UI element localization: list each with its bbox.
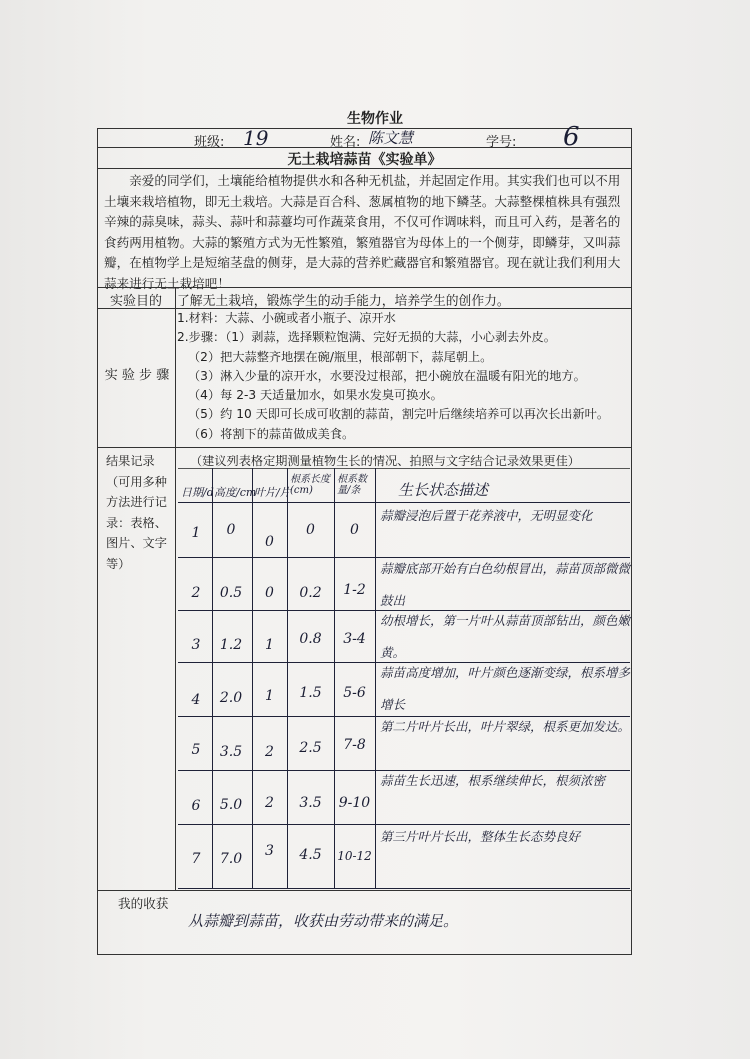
cell-description: 幼根增长，第一片叶从蒜苗顶部钻出，颜色嫩黄。 <box>380 613 631 660</box>
table-header: 根系数量/条 <box>337 474 367 496</box>
cell-day: 1 <box>191 525 201 541</box>
step-item: 1.材料：大蒜、小碗或者小瓶子、凉开水 <box>177 311 396 325</box>
aim-text: 了解无土栽培，锻炼学生的动手能力，培养学生的创作力。 <box>177 294 510 309</box>
cell-root-length: 0.2 <box>299 585 322 601</box>
cell-leaves: 3 <box>265 843 274 859</box>
cell-description: 第二片叶片长出，叶片翠绿，根系更加发达。 <box>380 719 631 734</box>
divider <box>97 447 632 448</box>
step-item: （6）将割下的蒜苗做成美食。 <box>188 426 355 441</box>
cell-root-count: 5-6 <box>343 685 366 701</box>
step-item: （2）把大蒜整齐地摆在碗/瓶里，根部朝下，蒜尾朝上。 <box>188 349 493 364</box>
cell-leaves: 0 <box>265 585 274 601</box>
name-value: 陈文慧 <box>368 129 414 147</box>
table-header: 高度/cm <box>214 486 257 499</box>
cell-root-count: 9-10 <box>338 795 371 811</box>
grid-line <box>375 468 376 888</box>
cell-day: 6 <box>191 798 201 814</box>
cell-day: 4 <box>191 692 201 708</box>
cell-height: 0 <box>226 522 236 538</box>
sheet-title: 无土栽培蒜苗《实验单》 <box>287 152 442 168</box>
cell-day: 7 <box>191 851 201 867</box>
cell-root-count: 7-8 <box>343 737 366 753</box>
grid-line <box>178 468 630 469</box>
cell-day: 5 <box>191 742 201 758</box>
class-label: 班级: <box>194 135 225 150</box>
grid-line <box>178 888 630 889</box>
steps-label: 实 验 步 骤 <box>104 368 170 383</box>
cell-root-length: 0 <box>306 522 315 538</box>
cell-root-length: 0.8 <box>299 631 322 647</box>
page-title: 生物作业 <box>347 111 403 127</box>
grid-line <box>252 468 253 888</box>
cell-root-count: 0 <box>350 522 359 538</box>
name-label: 姓名: <box>330 135 361 150</box>
cell-root-length: 1.5 <box>299 685 322 701</box>
cell-height: 2.0 <box>219 690 243 706</box>
step-item: （5）约 10 天即可长成可收割的蒜苗，割完叶后继续培养可以再次长出新叶。 <box>188 407 610 422</box>
cell-leaves: 2 <box>265 795 274 811</box>
cell-day: 2 <box>191 585 201 601</box>
cell-height: 5.0 <box>219 797 243 813</box>
aim-label: 实验目的 <box>109 294 162 309</box>
cell-description: 蒜苗生长迅速，根系继续伸长，根须浓密 <box>380 773 606 788</box>
steps-list <box>177 309 632 444</box>
step-item: 2.步骤：（1）剥蒜，选择颗粒饱满、完好无损的大蒜，小心剥去外皮。 <box>177 330 556 345</box>
step-item: （3）淋入少量的凉开水，水要没过根部，把小碗放在温暖有阳光的地方。 <box>188 368 586 383</box>
results-label: 结果记录（可用多种方法进行记录：表格、图片、文字等） <box>106 454 167 571</box>
table-header: 根系长度(cm) <box>290 474 330 496</box>
cell-description: 第三片叶片长出，整体生长态势良好 <box>380 829 581 844</box>
cell-height: 7.0 <box>219 851 243 867</box>
divider <box>97 168 632 169</box>
student-id-value: 6 <box>563 122 580 152</box>
divider <box>97 147 632 148</box>
cell-height: 0.5 <box>219 585 243 601</box>
cell-description: 蒜瓣底部开始有白色幼根冒出，蒜苗顶部微微鼓出 <box>380 561 631 608</box>
cell-description: 蒜苗高度增加，叶片颜色逐渐变绿，根系增多增长 <box>380 665 631 712</box>
class-value: 19 <box>243 126 269 150</box>
cell-root-length: 4.5 <box>299 847 322 863</box>
cell-root-length: 3.5 <box>299 795 322 811</box>
cell-leaves: 2 <box>265 744 274 760</box>
cell-root-count: 10-12 <box>337 849 372 863</box>
cell-description: 蒜瓣浸泡后置于花养液中，无明显变化 <box>380 508 593 523</box>
gain-text: 从蒜瓣到蒜苗，收获由劳动带来的满足。 <box>188 912 459 930</box>
cell-day: 3 <box>191 637 201 653</box>
cell-leaves: 0 <box>265 534 274 550</box>
cell-leaves: 1 <box>265 688 274 704</box>
cell-root-length: 2.5 <box>299 740 322 756</box>
student-id-label: 学号: <box>486 135 517 150</box>
cell-height: 1.2 <box>219 637 243 653</box>
divider <box>97 890 632 891</box>
divider <box>97 287 632 288</box>
table-header: 日期/d <box>181 486 214 499</box>
cell-root-count: 3-4 <box>343 631 366 647</box>
gain-label: 我的收获 <box>118 896 169 911</box>
intro-paragraph: 亲爱的同学们，土壤能给植物提供水和各种无机盐，并起固定作用。其实我们也可以不用土壤来栽培植物，即无土栽培。大蒜是百合科、葱属植物的地下鳞茎。大蒜整棵植株具有强烈辛辣的蒜臭味，蒜头、蒜叶和蒜薹均可作蔬菜食用，不仅可作调味料，而且可入药，是著名的食药两用植物。大蒜的繁殖方式为无性繁殖，繁殖器官为母体上的一个侧芽，即鳞芽，又叫蒜瓣，在植物学上是短缩茎盘的侧芽，是大蒜的营养贮藏器官和繁殖器官。现在就让我们利用大蒜来进行无土栽培吧！ <box>104 173 621 291</box>
cell-leaves: 1 <box>265 637 274 653</box>
cell-root-count: 1-2 <box>343 582 366 598</box>
step-item: （4）每 2-3 天适量加水，如果水发臭可换水。 <box>188 388 443 403</box>
results-note: （建议列表格定期测量植物生长的情况、拍照与文字结合记录效果更佳） <box>190 454 580 468</box>
table-header: 生长状态描述 <box>398 481 489 499</box>
cell-height: 3.5 <box>219 744 243 760</box>
label-column-line <box>175 287 176 447</box>
table-header: 叶片/片 <box>254 486 291 499</box>
